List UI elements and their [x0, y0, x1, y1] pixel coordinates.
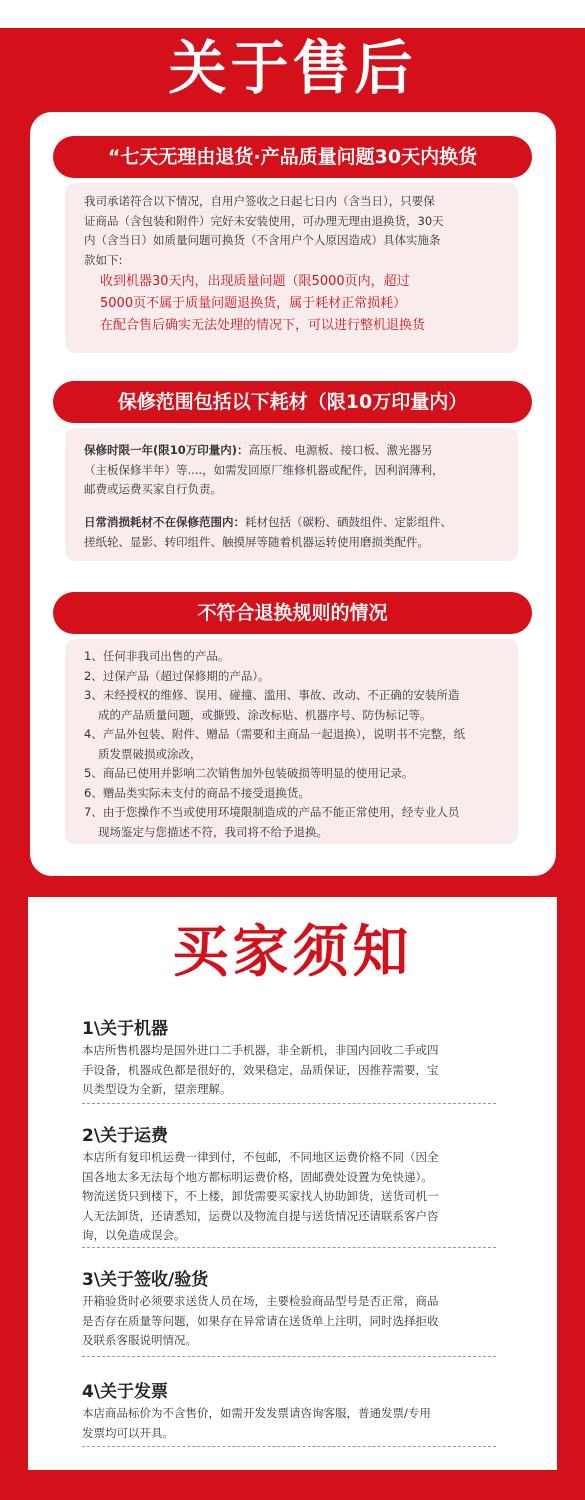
list-item: 现场鉴定与您描述不符，我司将不给予退换。	[98, 824, 328, 839]
list-item: 7、由于您操作不当或使用环境限制造成的产品不能正常使用，经专业人员	[84, 805, 460, 819]
shipping-text: 本店所有复印机运费一律到付，不包邮，不同地区运费价格不同（因全 国各地太多无法每个地方都标明运费价格，固邮费处设置为免快递）。 物流送货只到楼下，不上楼，卸货需要买家找人协助卸货，送货司机一 人无法卸货，还请悉知，运费以及物流自提与送货情况还请联系客户咨 询，以免造成误会。	[82, 1150, 439, 1242]
divider	[82, 1446, 496, 1447]
divider	[82, 1103, 496, 1104]
invoice-heading: 4\关于发票	[82, 1382, 169, 1402]
list-item: 5、商品已使用并影响二次销售加外包装破损等明显的使用记录。	[84, 766, 414, 780]
shipping-heading: 2\关于运费	[82, 1126, 169, 1146]
list-item: 质发票破损或涂改，	[98, 746, 202, 761]
list-item: 成的产品质量问题，或撕毁、涂改标贴、机器序号、防伪标记等。	[98, 707, 432, 722]
divider	[82, 1356, 496, 1357]
exclusions-list	[84, 647, 465, 842]
consumables-text: 日常消损耗材不在保修范围内：耗材包括（碳粉、硒鼓组件、定影组件、 搓纸轮、显影、转印组件、触摸屏等随着机器运转使用磨损类配件。	[84, 515, 452, 549]
exclusions-banner: 不符合退换规则的情况	[53, 592, 532, 634]
warranty-banner: 保修范围包括以下耗材（限10万印量内）	[53, 381, 532, 423]
inspection-text: 开箱验货时必须要求送货人员在场，主要检验商品型号是否正常，商品 是否存在质量等问题，如果存在异常请在送货单上注明，同时选择拒收 及联系客服说明情况。	[82, 1294, 439, 1347]
top-strip	[0, 0, 585, 28]
return-policy-highlight: 收到机器30天内，出现质量问题（限5000页内，超过 5000页不属于质量问题退换货，属于耗材正常损耗） 在配合售后确实无法处理的情况下，可以进行整机退换货	[100, 274, 426, 333]
inspection-heading: 3\关于签收/验货	[82, 1270, 209, 1290]
return-policy-intro: 我司承诺符合以下情况，自用户签收之日起七日内（含当日），只要保 证商品（含包装和附件）完好未安装使用，可办理无理由退换货，30天 内（含当日）如质量问题可换货（不含用户个人原因造成）具体实施条 款如下:	[84, 194, 444, 267]
return-policy-banner: “七天无理由退货·产品质量问题30天内换货	[53, 136, 532, 178]
list-item: 6、赠品类实际未支付的商品不接受退换货。	[84, 785, 310, 800]
list-item: 3、未经授权的维修、误用、碰撞、滥用、事故、改动、不正确的安装所造	[84, 688, 460, 702]
machine-text: 本店所售机器均是国外进口二手机器，非全新机，非国内回收二手或四 手设备，机器成色都是很好的，效果稳定，品质保证，因推荐需要，宝 贝类型设为全新，望亲理解。	[82, 1043, 439, 1096]
list-item: 4、产品外包装、附件、赠品（需要和主商品一起退换），说明书不完整，纸	[84, 727, 466, 741]
after-sales-title: 关于售后	[168, 34, 417, 102]
warranty-period-text: 保修时限一年(限10万印量内)：高压板、电源板、接口板、激光器另 （主板保修半年）等....，如需发回原厂维修机器或配件，因利润薄利， 邮费或运费买家自行负责。	[84, 443, 444, 496]
list-item: 2、过保产品（超过保修期的产品）。	[84, 668, 270, 683]
list-item: 1、任何非我司出售的产品。	[84, 649, 230, 663]
machine-heading: 1\关于机器	[82, 1019, 169, 1039]
buyer-notice-title: 买家须知	[172, 920, 413, 985]
invoice-text: 本店商品标价为不含售价，如需开发发票请咨询客服，普通发票/专用 发票均可以开具。	[82, 1406, 431, 1440]
divider	[82, 1247, 496, 1248]
